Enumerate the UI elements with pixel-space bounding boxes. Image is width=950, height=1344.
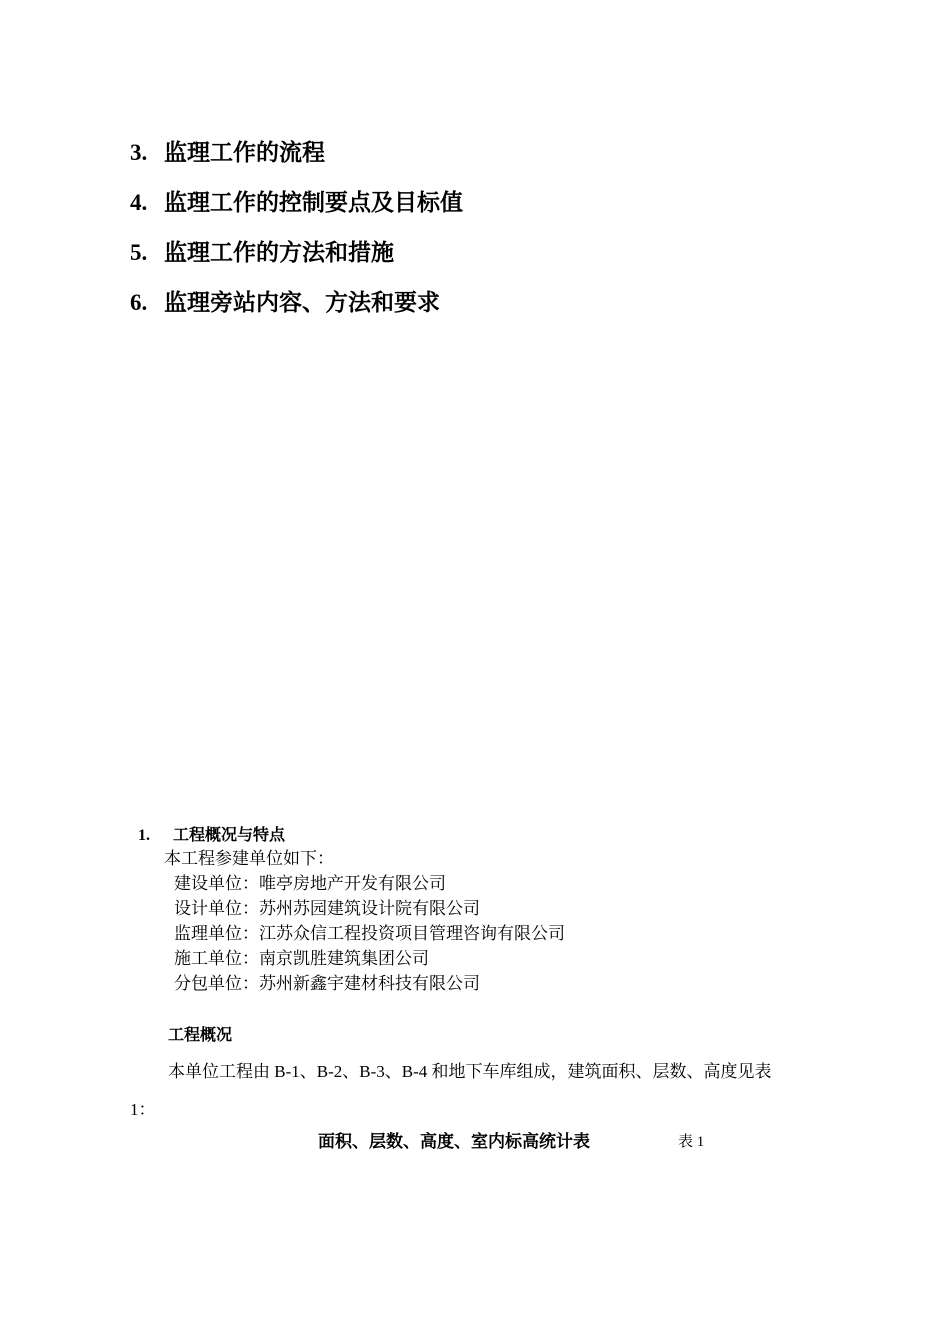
- toc-item-text: 监理工作的方法和措施: [164, 240, 394, 266]
- unit-item-subcontractor: 分包单位：苏州新鑫宇建材科技有限公司: [174, 974, 480, 993]
- toc-item-number: 4.: [130, 190, 148, 215]
- table-number: 表 1: [678, 1134, 705, 1150]
- unit-item-construction: 建设单位：唯亭房地产开发有限公司: [174, 874, 446, 893]
- overview-paragraph: 本单位工程由 B-1、B-2、B-3、B-4 和地下车库组成，建筑面积、层数、高度见表 1：: [130, 1062, 772, 1119]
- toc-item-number: 5.: [130, 240, 148, 265]
- toc-item-3: [130, 128, 463, 178]
- unit-item-design: 设计单位：苏州苏园建筑设计院有限公司: [174, 899, 480, 918]
- toc-item-number: 6.: [130, 290, 148, 315]
- unit-item-supervision: 监理单位：江苏众信工程投资项目管理咨询有限公司: [174, 924, 565, 943]
- toc-item-text: 监理工作的控制要点及目标值: [164, 190, 463, 216]
- toc-item-6: [130, 278, 463, 328]
- section-title: 工程概况与特点: [173, 825, 286, 844]
- intro-text: 本工程参建单位如下：: [164, 849, 334, 868]
- section-heading: [138, 822, 285, 845]
- unit-list: [174, 871, 565, 996]
- section-number: 1.: [138, 827, 150, 844]
- toc-item-text: 监理旁站内容、方法和要求: [164, 290, 440, 316]
- unit-item-contractor: 施工单位：南京凯胜建筑集团公司: [174, 949, 429, 968]
- table-caption: 面积、层数、高度、室内标高统计表: [318, 1132, 590, 1152]
- subsection-heading: 工程概况: [168, 1025, 233, 1044]
- toc-item-4: [130, 178, 463, 228]
- toc-item-number: 3.: [130, 140, 148, 165]
- toc-list: [130, 128, 463, 328]
- toc-item-5: [130, 228, 463, 278]
- toc-item-text: 监理工作的流程: [164, 140, 325, 166]
